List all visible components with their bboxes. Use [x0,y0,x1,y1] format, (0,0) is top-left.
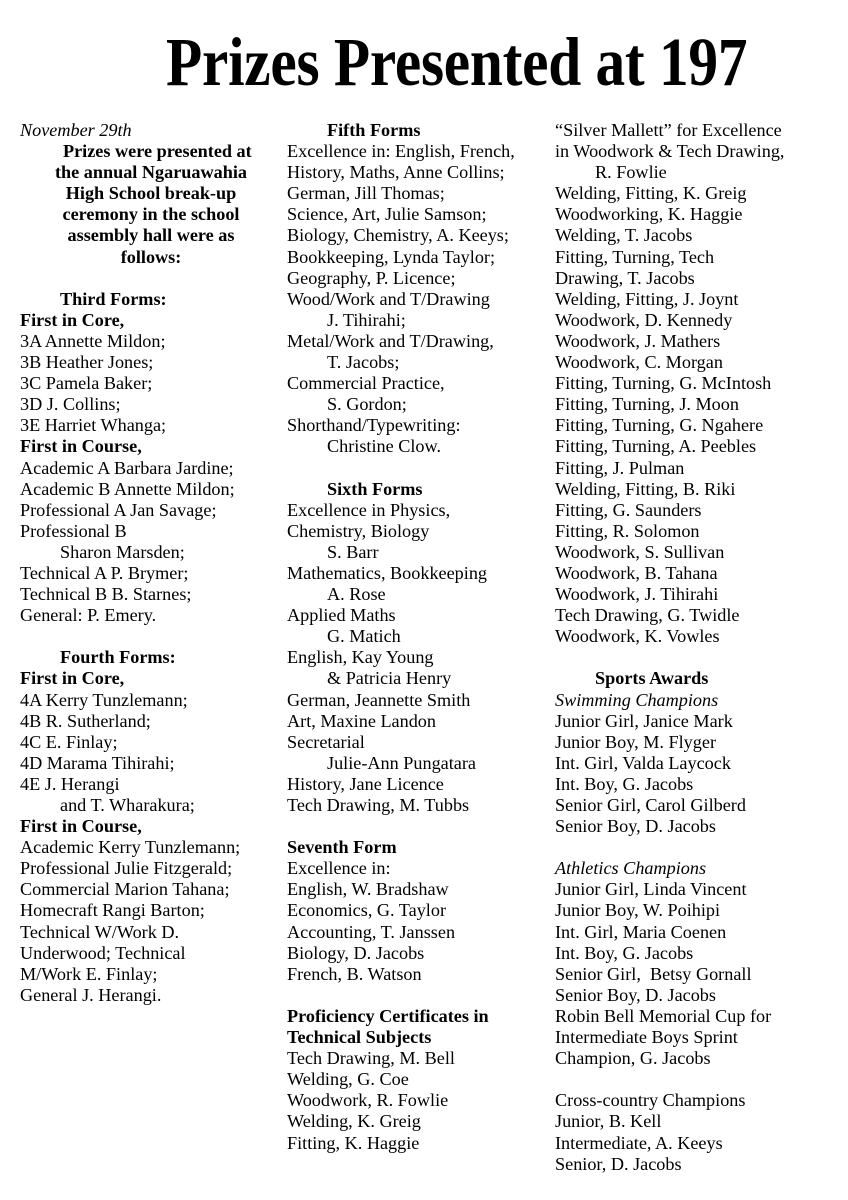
list-item: Fitting, Turning, G. Ngahere [555,415,764,436]
column-3 [555,120,847,1175]
list-item: Bookkeeping, Lynda Taylor; [287,246,496,267]
list-item: Accounting, T. Janssen [287,921,456,942]
list-item: Chemistry, Biology [287,520,430,541]
list-item: Junior Girl, Janice Mark [555,710,733,731]
page-title: Prizes Presented at 197 [166,24,748,100]
list-item: Tech Drawing, M. Tubbs [287,795,470,815]
list-item: Senior, D. Jacobs [555,1153,682,1174]
list-item: Junior Girl, Linda Vincent [555,879,747,900]
subheading: First in Course, [20,816,142,837]
list-item: Junior, B. Kell [555,1111,662,1132]
list-item: Woodwork, J. Mathers [555,330,721,351]
list-item: Geography, P. Licence; [287,267,456,288]
list-item: Woodwork, K. Vowles [555,626,720,647]
section-fifth-forms [287,120,549,458]
list-item: Welding, K. Greig [287,1111,421,1132]
list-item: Professional A Jan Savage; [20,499,217,520]
list-item: Int. Boy, G. Jacobs [555,942,694,963]
list-item: General J. Herangi. [20,984,162,1005]
list-item: German, Jeannette Smith [287,689,471,710]
subheading: First in Course, [20,436,142,457]
subheading: First in Core, [20,668,125,689]
list-item: Woodwork, B. Tahana [555,562,718,583]
section-heading: Fourth Forms: [60,647,176,668]
list-item: Technical A P. Brymer; [20,562,189,583]
list-item: Woodwork, R. Fowlie [287,1090,449,1111]
list-item: J. Tihirahi; [327,309,406,330]
list-item: Homecraft Rangi Barton; [20,900,205,921]
list-item: Mathematics, Bookkeeping [287,562,488,583]
list-item: Shorthand/Typewriting: [287,415,461,436]
section-technical-awards [555,120,847,647]
subheading: Athletics Champions [555,858,707,879]
section-heading: Sixth Forms [327,478,423,499]
list-item: 3C Pamela Baker; [20,373,153,394]
list-item: Fitting, K. Haggie [287,1132,420,1153]
section-heading: Seventh Form [287,837,397,858]
list-item: Junior Boy, W. Poihipi [555,900,721,921]
list-item: Science, Art, Julie Samson; [287,204,487,225]
list-item: 4E J. Herangi [20,773,120,794]
list-item: Fitting, R. Solomon [555,520,700,541]
list-item: Woodworking, K. Haggie [555,204,743,225]
list-item: “Silver Mallett” for Excellence [555,120,782,140]
list-item: Fitting, J. Pulman [555,457,685,478]
list-item: 3D J. Collins; [20,394,121,415]
list-item: A. Rose [327,584,386,605]
section-third-forms [20,289,282,627]
list-item: Senior Girl, Betsy Gornall [555,963,752,984]
list-item: English, W. Bradshaw [287,879,449,900]
list-item: Welding, Fitting, B. Riki [555,478,736,499]
list-item: History, Jane Licence [287,773,444,794]
intro-line: Prizes were presented at [63,141,252,162]
list-item: Excellence in: [287,858,391,879]
list-item: R. Fowlie [595,162,667,183]
intro-paragraph [20,141,282,268]
list-item: Biology, D. Jacobs [287,942,425,963]
list-item: Fitting, Turning, Tech [555,246,715,267]
list-item: in Woodwork & Tech Drawing, [555,141,785,162]
list-item: General: P. Emery. [20,605,157,626]
subheading: Cross-country Champions [555,1090,746,1111]
list-item: Applied Maths [287,605,396,626]
intro-line: High School break-up [65,183,237,204]
column-1 [20,120,282,1006]
list-item: 4A Kerry Tunzlemann; [20,689,188,710]
intro-line: ceremony in the school [62,204,240,225]
list-item: Excellence in Physics, [287,499,451,520]
section-proficiency [287,1006,549,1154]
list-item: M/Work E. Finlay; [20,963,158,984]
list-item: Wood/Work and T/Drawing [287,288,490,309]
list-item: Sharon Marsden; [60,541,185,562]
list-item: History, Maths, Anne Collins; [287,162,505,183]
section-heading: Fifth Forms [327,120,421,140]
list-item: 4B R. Sutherland; [20,710,151,731]
list-item: Fitting, Turning, A. Peebles [555,436,757,457]
list-item: Welding, T. Jacobs [555,225,693,246]
list-item: Economics, G. Taylor [287,900,447,921]
list-item: Robin Bell Memorial Cup for [555,1005,772,1026]
list-item: Commercial Practice, [287,373,445,394]
list-item: Woodwork, S. Sullivan [555,541,725,562]
list-item: 4D Marama Tihirahi; [20,752,175,773]
list-item: Professional B [20,520,127,541]
section-seventh-form [287,837,549,985]
intro-line: follows: [120,246,182,267]
list-item: German, Jill Thomas; [287,183,445,204]
section-sports-awards [555,668,847,1174]
intro-line: the annual Ngaruawahia [54,162,248,183]
list-item: 3B Heather Jones; [20,352,154,373]
list-item: Int. Girl, Valda Laycock [555,752,731,773]
list-item: Senior Girl, Carol Gilberd [555,795,746,815]
section-heading: Proficiency Certificates in [287,1005,489,1026]
list-item: Welding, G. Coe [287,1069,409,1090]
list-item: Metal/Work and T/Drawing, [287,330,494,351]
list-item: Academic Kerry Tunzlemann; [20,837,241,858]
list-item: Welding, Fitting, K. Greig [555,183,747,204]
list-item: Excellence in: English, French, [287,141,515,162]
list-item: French, B. Watson [287,963,422,984]
list-item: Drawing, T. Jacobs [555,267,695,288]
list-item: S. Barr [327,541,379,562]
list-item: Intermediate, A. Keeys [555,1132,723,1153]
list-item: English, Kay Young [287,647,434,668]
column-2 [287,120,549,1154]
list-item: Senior Boy, D. Jacobs [555,984,716,1005]
list-item: Fitting, G. Saunders [555,499,702,520]
section-heading: Third Forms: [60,288,167,309]
list-item: 3A Annette Mildon; [20,330,166,351]
list-item: 3E Harriet Whanga; [20,415,167,436]
list-item: S. Gordon; [327,394,407,415]
list-item: Fitting, Turning, J. Moon [555,394,739,415]
section-sixth-forms [287,479,549,817]
list-item: Int. Boy, G. Jacobs [555,773,694,794]
list-item: Academic A Barbara Jardine; [20,457,234,478]
list-item: Intermediate Boys Sprint [555,1027,738,1048]
list-item: Biology, Chemistry, A. Keeys; [287,225,509,246]
section-heading: Technical Subjects [287,1027,432,1048]
subheading: Swimming Champions [555,689,719,710]
list-item: Technical B B. Starnes; [20,584,192,605]
list-item: Welding, Fitting, J. Joynt [555,288,739,309]
list-item: Academic B Annette Mildon; [20,478,235,499]
list-item: Julie-Ann Pungatara [327,752,476,773]
list-item: Technical W/Work D. [20,921,180,942]
list-item: Woodwork, C. Morgan [555,352,723,373]
list-item: Senior Boy, D. Jacobs [555,816,716,837]
list-item: Woodwork, J. Tihirahi [555,584,719,605]
list-item: G. Matich [327,626,401,647]
section-heading: Sports Awards [595,668,709,689]
list-item: T. Jacobs; [327,352,400,373]
list-item: Professional Julie Fitzgerald; [20,858,233,879]
list-item: Christine Clow. [327,436,442,457]
section-fourth-forms [20,647,282,1006]
article-date: November 29th [20,120,132,140]
list-item: Junior Boy, M. Flyger [555,731,716,752]
list-item: Commercial Marion Tahana; [20,879,230,900]
list-item: and T. Wharakura; [60,795,195,815]
list-item: Tech Drawing, M. Bell [287,1048,455,1069]
list-item: Int. Girl, Maria Coenen [555,921,727,942]
list-item: Champion, G. Jacobs [555,1048,711,1069]
list-item: Fitting, Turning, G. McIntosh [555,373,772,394]
list-item: Underwood; Technical [20,942,186,963]
list-item: & Patricia Henry [327,668,452,689]
subheading: First in Core, [20,309,125,330]
list-item: Tech Drawing, G. Twidle [555,605,740,626]
list-item: Woodwork, D. Kennedy [555,309,733,330]
list-item: 4C E. Finlay; [20,731,118,752]
list-item: Art, Maxine Landon [287,710,436,731]
list-item: Secretarial [287,731,365,752]
intro-line: assembly hall were as [67,225,235,246]
